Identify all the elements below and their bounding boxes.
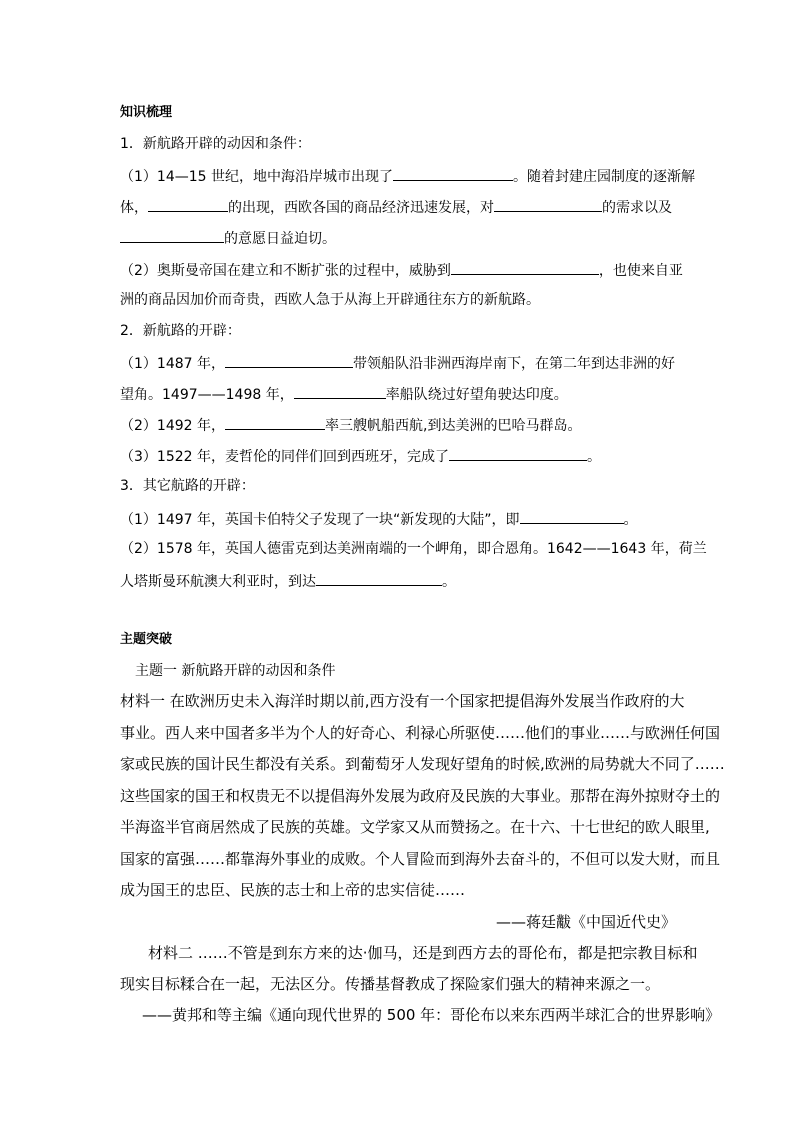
text: ，也使来自亚 [598, 263, 683, 279]
text: （1）1497 年，英国卡伯特父子发现了一块“新发现的大陆”，即 [120, 512, 520, 528]
text: （1）14—15 世纪，地中海沿岸城市出现了 [120, 169, 393, 185]
material1-line: 成为国王的忠臣、民族的志士和上帝的忠实信徒…… [120, 881, 466, 899]
answer-blank[interactable] [148, 199, 228, 212]
material1-source: ——蒋廷黻《中国近代史》 [495, 913, 676, 931]
q2-3-line [120, 448, 601, 464]
q1-2-line1 [120, 262, 683, 278]
q2-1-line2 [120, 386, 568, 402]
material1-line: 材料一 在欧洲历史未入海洋时期以前,西方没有一个国家把提倡海外发展当作政府的大 [120, 692, 685, 710]
answer-blank[interactable] [494, 199, 602, 212]
material1-line: 这些国家的国王和权贵无不以提倡海外发展为政府及民族的大事业。那帮在海外掠财夺土的 [120, 787, 721, 805]
answer-blank[interactable] [449, 448, 587, 461]
material1-line: 半海盗半官商居然成了民族的英雄。文学家又从而赞扬之。在十六、十七世纪的欧人眼里, [120, 818, 710, 836]
material1-line: 家或民族的国计民生都没有关系。到葡萄牙人发现好望角的时候,欧洲的局势就大不同了…… [120, 755, 725, 773]
text: （2）奥斯曼帝国在建立和不断扩张的过程中，威胁到 [120, 263, 451, 279]
text: （2）1492 年， [120, 418, 225, 434]
text: 的需求以及 [602, 200, 672, 216]
answer-blank[interactable] [294, 386, 386, 399]
material1-line: 事业。西人来中国者多半为个人的好奇心、利禄心所驱使……他们的事业……与欧洲任何国 [120, 724, 721, 742]
answer-blank[interactable] [451, 262, 599, 275]
q3-2-line2 [120, 573, 456, 589]
q2-2-line [120, 417, 581, 433]
text: （1）1487 年， [120, 356, 225, 372]
q1-1-line3 [120, 230, 336, 246]
text: 。 [623, 512, 638, 528]
material2-source: ——黄邦和等主编《通向现代世界的 500 年：哥伦布以来东西两半球汇合的世界影响》 [142, 1006, 721, 1024]
text: 。 [442, 574, 456, 590]
section-heading-topics: 主题突破 [120, 632, 173, 647]
answer-blank[interactable] [316, 573, 442, 586]
material2-line: 材料二 ……不管是到东方来的达·伽马，还是到西方去的哥伦布，都是把宗教目标和 [148, 944, 698, 962]
q1-1-line1 [120, 168, 695, 184]
text: 人塔斯曼环航澳大利亚时，到达 [120, 574, 316, 590]
answer-blank[interactable] [225, 417, 325, 430]
text: 体， [120, 200, 148, 216]
answer-blank[interactable] [120, 230, 224, 243]
topic-title: 主题一 新航路开辟的动因和条件 [135, 663, 336, 679]
section-heading-knowledge: 知识梳理 [120, 105, 173, 120]
text: 带领船队沿非洲西海岸南下，在第二年到达非洲的好 [353, 356, 675, 372]
q3-title: 3．其它航路的开辟： [120, 478, 255, 494]
text: 。 [587, 449, 601, 465]
text: 。随着封建庄园制度的逐渐解 [513, 169, 695, 185]
text: 率船队绕过好望角驶达印度。 [385, 387, 568, 403]
answer-blank[interactable] [393, 168, 513, 181]
material2-line: 现实目标糅合在一起，无法区分。传播基督教成了探险家们强大的精神来源之一。 [120, 975, 661, 993]
q1-2-line2: 洲的商品因加价而奇贵，西欧人急于从海上开辟通往东方的新航路。 [120, 292, 540, 308]
text: 率三艘帆船西航,到达美洲的巴哈马群岛。 [325, 418, 582, 434]
text: 的出现，西欧各国的商品经济迅速发展，对 [228, 200, 494, 216]
q1-title: 1．新航路开辟的动因和条件： [120, 136, 311, 152]
q3-1-line [120, 511, 638, 527]
text: 的意愿日益迫切。 [224, 231, 336, 247]
q2-title: 2．新航路的开辟： [120, 323, 241, 339]
answer-blank[interactable] [520, 511, 624, 524]
answer-blank[interactable] [225, 355, 353, 368]
text: （3）1522 年，麦哲伦的同伴们回到西班牙，完成了 [120, 449, 449, 465]
material1-line: 国家的富强……都靠海外事业的成败。个人冒险而到海外去奋斗的，不但可以发大财，而且 [120, 850, 721, 868]
q3-2-line1: （2）1578 年，英国人德雷克到达美洲南端的一个岬角，即合恩角。1642——1643 年，荷兰 [120, 541, 707, 557]
q2-1-line1 [120, 355, 675, 371]
q1-1-line2 [120, 199, 672, 215]
text: 望角。1497——1498 年， [120, 387, 294, 403]
